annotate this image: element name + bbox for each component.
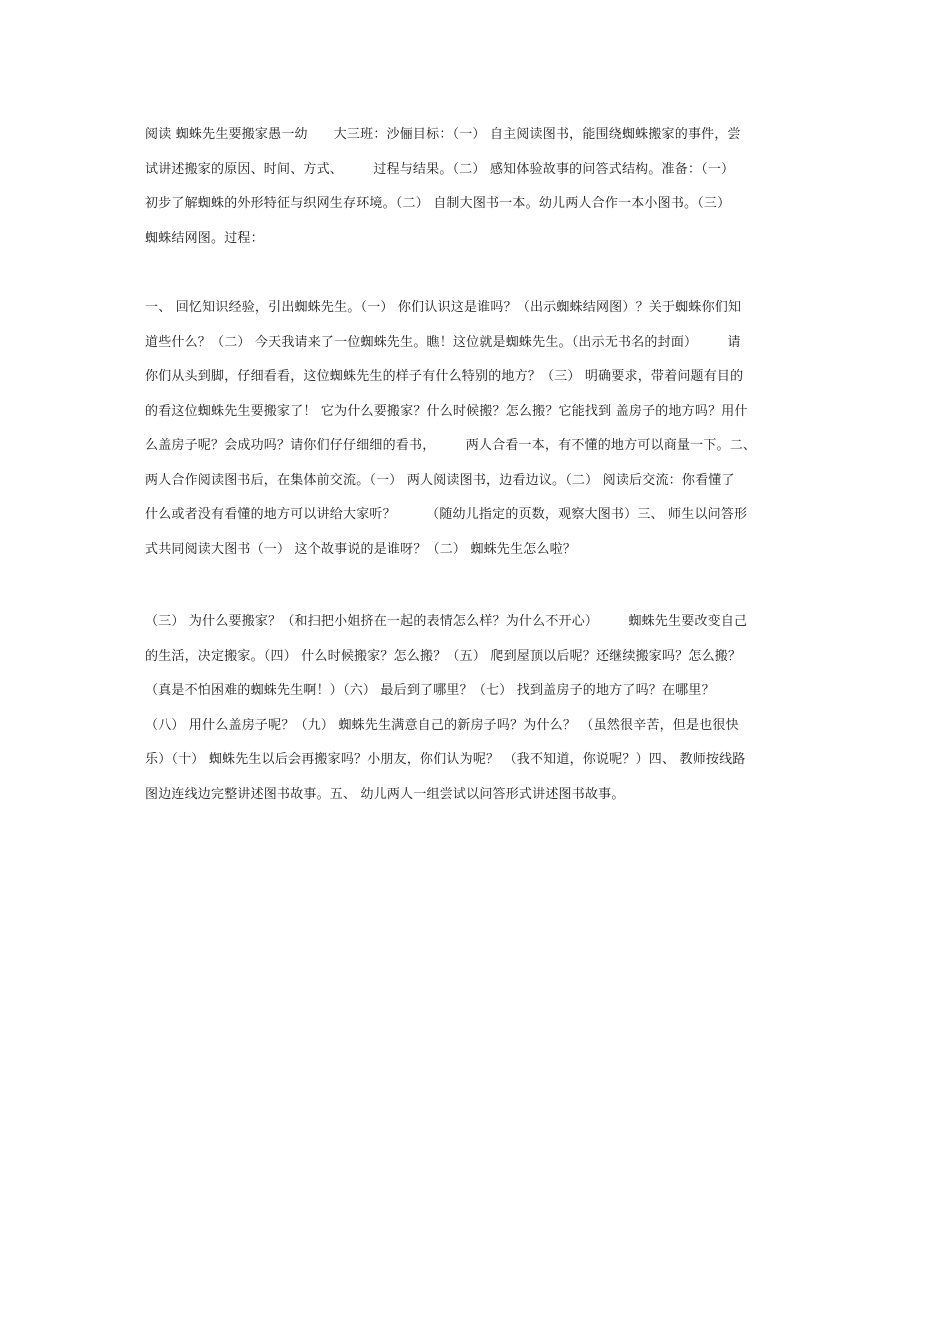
text-line: （真是不怕困难的蜘蛛先生啊！）（六） 最后到了哪里？（七） 找到盖房子的地方了吗？在哪里？ [145,683,715,698]
paragraph-process-part-1 [145,291,805,567]
text-line: 什么或者没有看懂的地方可以讲给大家听？ （随幼儿指定的页数，观察大图书）三、 师生以问答形 [145,507,748,522]
text-line: 图边连线边完整讲述图书故事。五、 幼儿两人一组尝试以问答形式讲述图书故事。 [145,786,625,802]
text-line: 试讲述搬家的原因、时间、方式、 过程与结果。（二） 感知体验故事的问答式结构。准备：（一） [145,161,735,177]
text-line: 阅读 蜘蛛先生要搬家愚一幼 大三班：沙俪目标：（一） 自主阅读图书，能围绕蜘蛛搬家的事件，尝 [145,127,741,142]
text-line: 的看这位蜘蛛先生要搬家了！ 它为什么要搬家？什么时候搬？怎么搬？它能找到 盖房子的地方吗？用什 [145,403,748,419]
text-line: （八） 用什么盖房子呢？（九） 蜘蛛先生满意自己的新房子吗？为什么？ （虽然很辛苦，但是也很快 [145,717,739,733]
paragraph-goals-preparation [145,118,805,256]
text-line: 两人合作阅读图书后，在集体前交流。（一） 两人阅读图书，边看边议。（二） 阅读后交流：你看懂了 [145,472,735,488]
text-line: 乐）（十） 蜘蛛先生以后会再搬家吗？小朋友，你们认为呢？ （我不知道，你说呢？）四、 教师按线路 [145,752,746,767]
paragraph-process-part-2 [145,605,805,812]
text-line: 初步了解蜘蛛的外形特征与织网生存环境。（二） 自制大图书一本。幼儿两人合作一本小图书。（三） [145,196,731,211]
text-line: 你们从头到脚，仔细看看，这位蜘蛛先生的样子有什么特别的地方？（三） 明确要求，带着问题有目的 [145,369,744,384]
text-line: 么盖房子呢？会成功吗？请你们仔仔细细的看书， 两人合看一本，有不懂的地方可以商量一下。二、 [145,438,757,453]
text-line: 式共同阅读大图书（一） 这个故事说的是谁呀？（二） 蜘蛛先生怎么啦？ [145,541,577,557]
text-line: 的生活，决定搬家。（四） 什么时候搬家？怎么搬？（五） 爬到屋顶以后呢？还继续搬家吗？怎么搬？ [145,648,742,664]
text-line: 蜘蛛结网图。过程： [145,230,264,246]
text-line: （三） 为什么要搬家？（和扫把小姐挤在一起的表情怎么样？为什么不开心） 蜘蛛先生要改变自己 [145,614,748,629]
text-line: 道些什么？（二） 今天我请来了一位蜘蛛先生。瞧！这位就是蜘蛛先生。（出示无书名的封面） 请 [145,334,741,350]
text-line: 一、 回忆知识经验，引出蜘蛛先生。（一） 你们认识这是谁吗？（出示蜘蛛结网图）？关于蜘蛛你们知 [145,300,742,315]
